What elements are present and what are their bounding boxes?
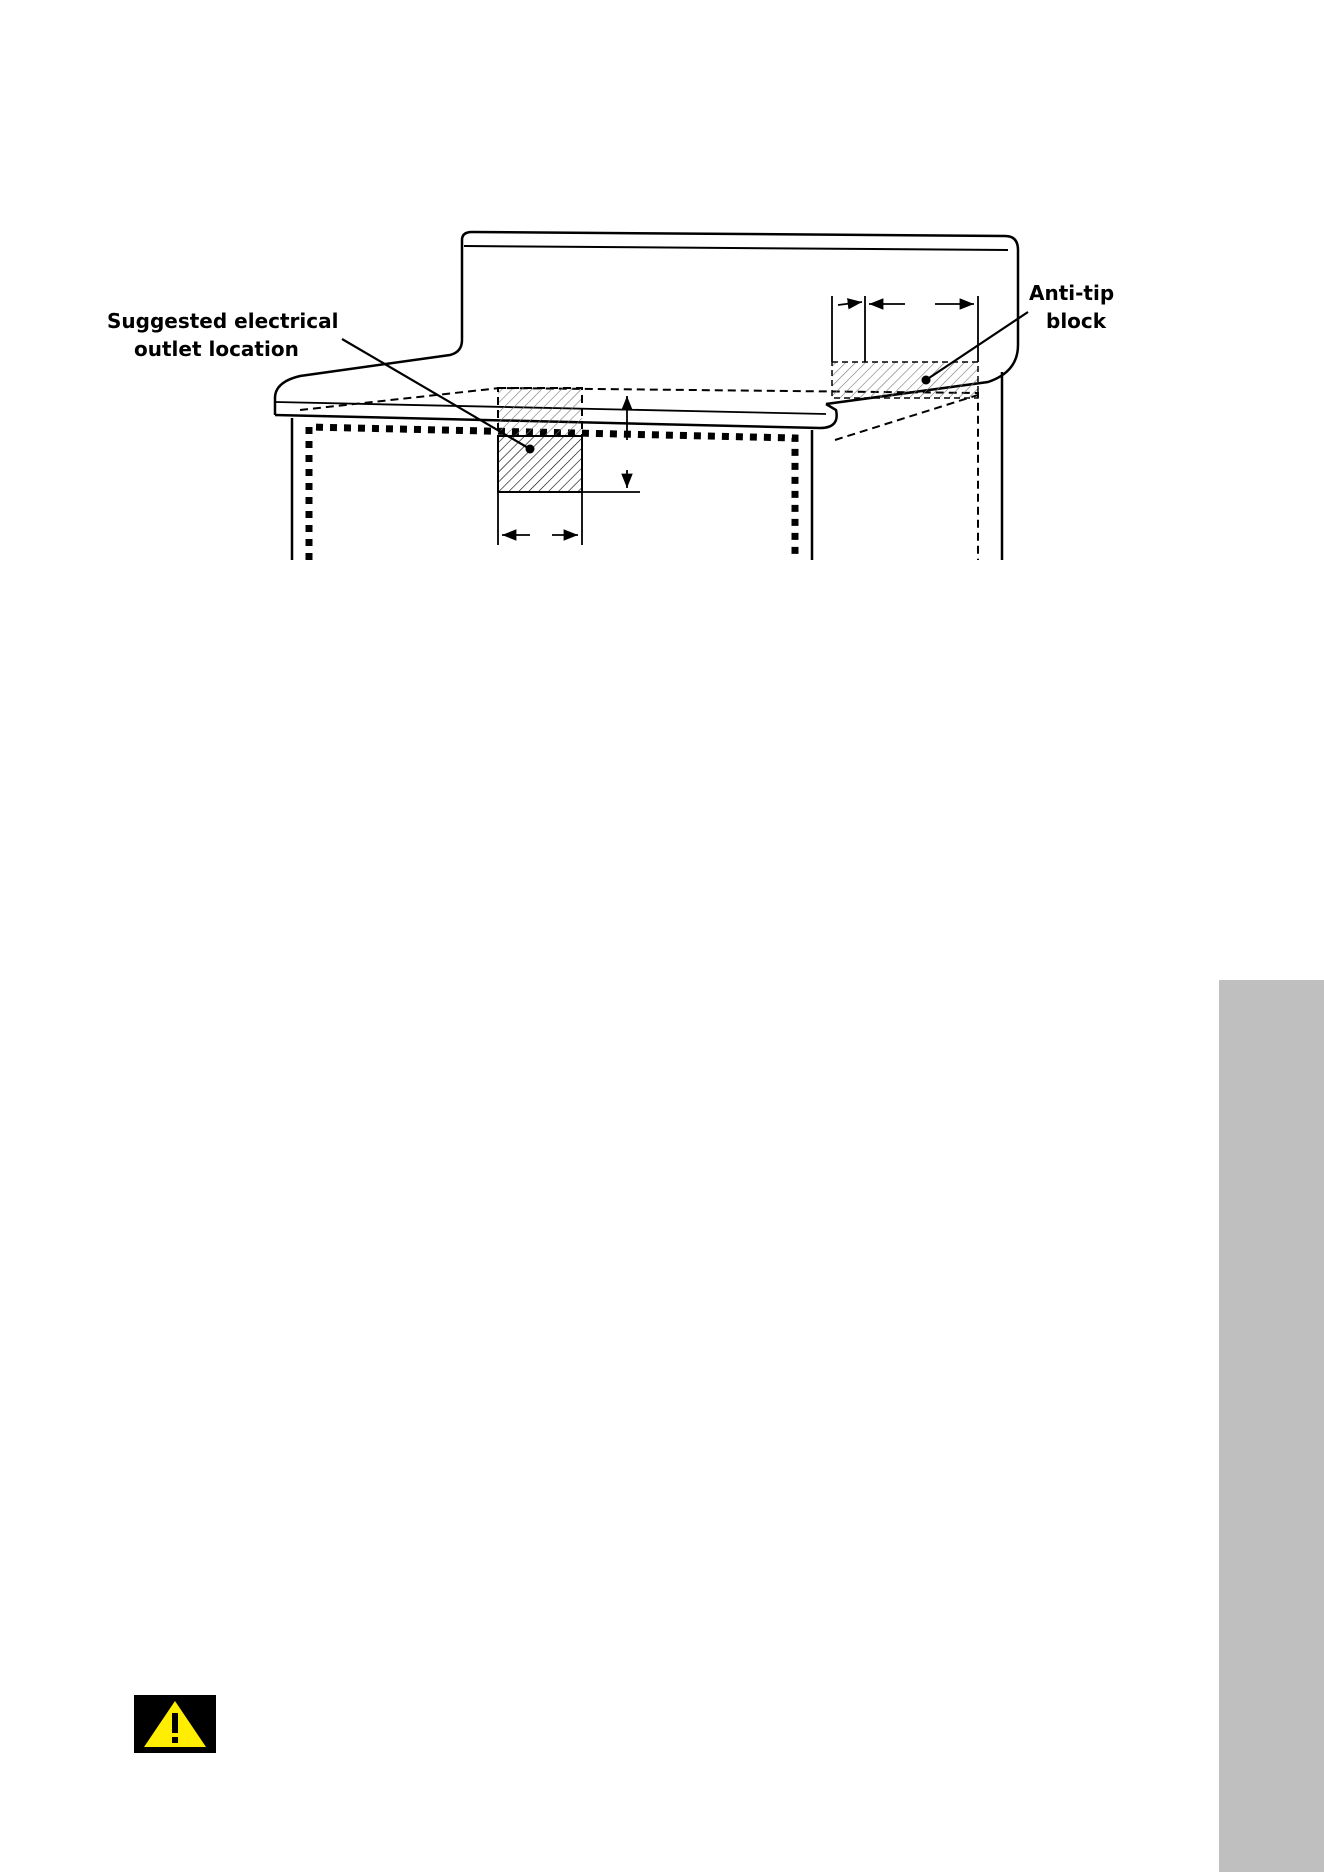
antitip-label-line2: block (1046, 309, 1107, 333)
back-wall-dashed (300, 388, 978, 560)
side-tab (1219, 980, 1324, 1872)
antitip-dim-arrow-a (838, 302, 862, 305)
outlet-leader-dot (526, 445, 535, 454)
outlet-label-line1: Suggested electrical (107, 309, 339, 333)
warning-triangle-icon (134, 1695, 216, 1753)
antitip-label-line1: Anti-tip (1029, 281, 1115, 305)
outlet-label-line2: outlet location (134, 337, 299, 361)
antitip-leader-dot (922, 376, 931, 385)
outlet-zone (498, 436, 582, 492)
warning-symbol (134, 1695, 216, 1753)
floor-dashed (835, 395, 978, 440)
outlet-zone-upper (498, 388, 582, 436)
backsplash-top-edge (464, 246, 1008, 250)
antitip-zone (832, 362, 978, 398)
